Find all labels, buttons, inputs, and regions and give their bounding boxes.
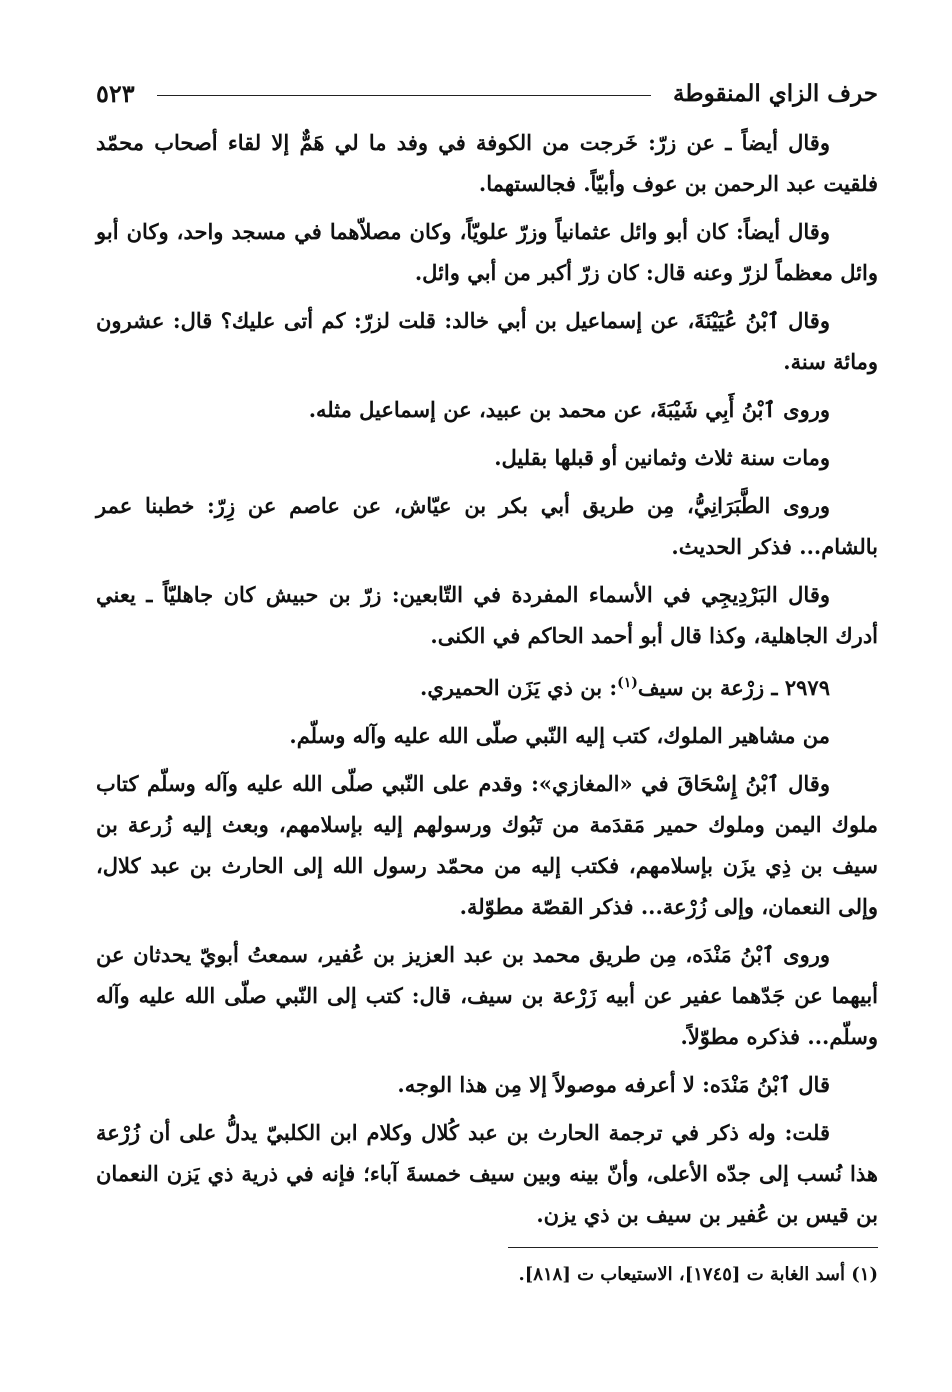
paragraph: قال ٱبْنُ مَنْدَه: لا أعرفه موصولاً إلا مِن هذا الوجه. bbox=[397, 1072, 830, 1097]
paragraph: قلت: وله ذكر في ترجمة الحارث بن عبد كُلال وكلام ابن الكلبيّ يدلُّ على أن زُرْعة هذا نُسب إلى جدّه الأعلى، وأنّ بينه وبين سيف خمسةَ آباء؛ فإنه في ذرية ذي يَزن النعمان بن قيس بن عُفير بن سيف بن ذي يزن. bbox=[96, 1120, 878, 1227]
footnote-ref[interactable]: (١) bbox=[617, 675, 638, 691]
paragraph: وقال البَرْدِيجِي في الأسماء المفردة في التّابعين: زرّ بن حبيش كان جاهليّاً ـ يعني أدرك الجاهلية، وكذا قال أبو أحمد الحاكم في الكنى. bbox=[96, 582, 878, 648]
entry-number: ٢٩٧٩ bbox=[784, 675, 830, 700]
paragraph: وقال ٱبْنُ عُيَيْنَةَ، عن إسماعيل بن أبي خالد: قلت لزرّ: كم أتى عليك؟ قال: عشرون ومائة سنة. bbox=[96, 308, 878, 374]
header-rule bbox=[157, 95, 651, 96]
paragraph: من مشاهير الملوك، كتب إليه النّبي صلّى الله عليه وآله وسلّم. bbox=[289, 723, 830, 748]
book-page bbox=[96, 70, 878, 1370]
paragraph: ومات سنة ثلاث وثمانين أو قبلها بقليل. bbox=[494, 445, 830, 470]
entry-heading bbox=[96, 663, 878, 708]
page-body bbox=[96, 122, 878, 1235]
page-number: ٥٢٣ bbox=[96, 78, 135, 108]
paragraph: وقال أيضاً: كان أبو وائل عثمانياً وزرّ علويّاً، وكان مصلاّهما في مسجد واحد، وكان أبو وائل معظماً لزرّ وعنه قال: كان زرّ أكبر من أبي وائل. bbox=[96, 219, 878, 285]
footnote: (١) أسد الغابة ت [١٧٤٥]، الاستيعاب ت [٨١٨]. bbox=[518, 1264, 878, 1285]
paragraph: وروى ٱبْنُ أَبِي شَيْبَةَ، عن محمد بن عبيد، عن إسماعيل مثله. bbox=[308, 397, 830, 422]
entry-name: ـ زرْعة بن سيف bbox=[637, 675, 778, 700]
footnote-rule bbox=[508, 1247, 878, 1248]
footnote-area bbox=[96, 1260, 878, 1290]
paragraph: وروى ٱبْنُ مَنْدَه، مِن طريق محمد بن عبد العزيز بن عُفير، سمعتُ أبويّ يحدثان عن أبيهما عن جَدّهما عفير عن أبيه زَرْعة بن سيف، قال: كتب إلى النّبي صلّى الله عليه وآله وسلّم... فذكره مطوّلاً. bbox=[96, 942, 878, 1049]
page-header bbox=[96, 70, 878, 116]
paragraph: وقال ٱبْنُ إِسْحَاقَ في «المغازي»: وقدم على النّبي صلّى الله عليه وآله وسلّم كتاب ملوك اليمن وملوك حمير مَقدَمة من تَبُوك ورسولهم إليه بإسلامهم، وبعث إليه زُرعة بن سيف بن ذِي يزَن بإسلامهم، فكتب إليه من محمّد رسول الله إلى الحارث بن عبد كلال، وإلى النعمان، وإلى زُرْعة... فذكر القصّة مطوّلة. bbox=[96, 771, 878, 919]
running-title: حرف الزاي المنقوطة bbox=[672, 79, 878, 107]
entry-rest: : بن ذي يَزَن الحميري. bbox=[420, 675, 618, 700]
paragraph: وقال أيضاً ـ عن زرّ: خَرجت من الكوفة في وفد ما لي هَمٌّ إلا لقاء أصحاب محمّد فلقيت عبد الرحمن بن عوف وأبيّاً. فجالستهما. bbox=[96, 130, 878, 196]
paragraph: وروى الطَّبَرَانِيُّ، مِن طريق أبي بكر بن عيّاش، عن عاصم عن زِرّ: خطبنا عمر بالشام... فذكر الحديث. bbox=[96, 493, 878, 559]
